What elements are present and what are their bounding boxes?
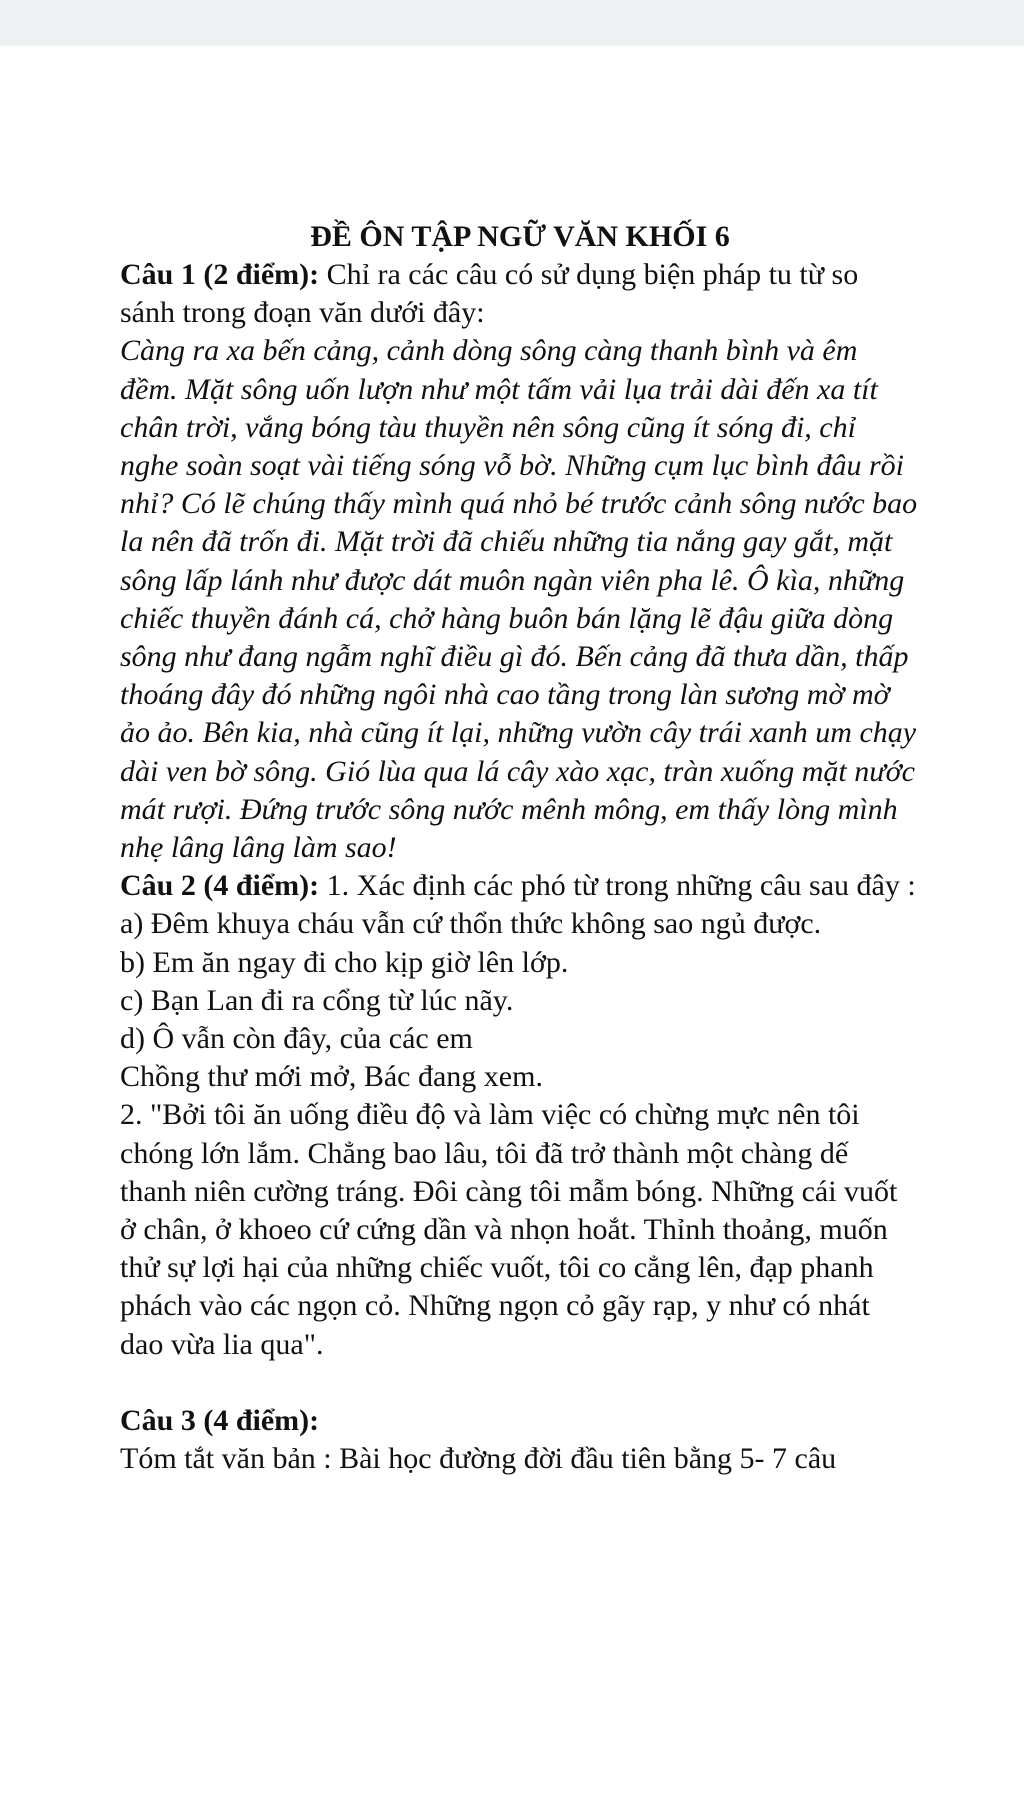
question-2 <box>120 867 920 905</box>
top-bar <box>0 0 1024 46</box>
question-2-item-d: d) Ô vẫn còn đây, của các em <box>120 1022 473 1056</box>
question-2-item-a: a) Đêm khuya cháu vẫn cứ thổn thức không sao ngủ được. <box>120 907 822 941</box>
question-1-passage: Càng ra xa bến cảng, cảnh dòng sông càng thanh bình và êm đềm. Mặt sông uốn lượn như một tấm vải lụa trải dài đến xa tít chân trời, vắng bóng tàu thuyền nên sông cũng ít sóng đi, chỉ nghe soàn soạt vài tiếng sóng vỗ bờ. Những cụm lục bình đâu rồi nhỉ? Có lẽ chúng thấy mình quá nhỏ bé trước cảnh sông nước bao la nên đã trốn đi. Mặt trời đã chiếu những tia nắng gay gắt, mặt sông lấp lánh như được dát muôn ngàn viên pha lê. Ô kìa, những chiếc thuyền đánh cá, chở hàng buôn bán lặng lẽ đậu giữa dòng sông như đang ngẫm nghĩ điều gì đó. Bến cảng đã thưa dần, thấp thoáng đây đó những ngôi nhà cao tầng trong làn sương mờ mờ ảo ảo. Bên kia, nhà cũng ít lại, những vườn cây trái xanh um chạy dài ven bờ sông. Gió lùa qua lá cây xào xạc, tràn xuống mặt nước mát rượi. Đứng trước sông nước mênh mông, em thấy lòng mình nhẹ lâng lâng làm sao! <box>120 334 918 865</box>
document-title: ĐỀ ÔN TẬP NGỮ VĂN KHỐI 6 <box>310 220 730 253</box>
question-1 <box>120 256 920 332</box>
question-2-heading: Câu 2 (4 điểm): <box>120 869 320 903</box>
question-3-heading: Câu 3 (4 điểm): <box>120 1403 320 1437</box>
question-2-item-d-line2: Chồng thư mới mở, Bác đang xem. <box>120 1060 543 1094</box>
question-2-item-c: c) Bạn Lan đi ra cổng từ lúc nãy. <box>120 983 514 1017</box>
question-2-prompt: 1. Xác định các phó từ trong những câu sau đây : <box>319 869 916 903</box>
question-2-part-2: 2. "Bởi tôi ăn uống điều độ và làm việc có chừng mực nên tôi chóng lớn lắm. Chẳng bao lâu, tôi đã trở thành một chàng dế thanh niên cường tráng. Đôi càng tôi mẫm bóng. Những cái vuốt ở chân, ở khoeo cứ cứng dần và nhọn hoắt. Thỉnh thoảng, muốn thử sự lợi hại của những chiếc vuốt, tôi co cẳng lên, đạp phanh phách vào các ngọn cỏ. Những ngọn cỏ gãy rạp, y như có nhát dao vừa lia qua". <box>120 1098 898 1361</box>
document-page <box>120 218 920 1478</box>
question-1-prompt: Chỉ ra các câu có sử dụng biện pháp tu từ so sánh trong đoạn văn dưới đây: <box>120 258 859 330</box>
question-2-item-b: b) Em ăn ngay đi cho kịp giờ lên lớp. <box>120 945 569 979</box>
spacer <box>120 1364 920 1402</box>
question-1-heading: Câu 1 (2 điểm): <box>120 258 320 291</box>
question-3-prompt: Tóm tắt văn bản : Bài học đường đời đầu tiên bằng 5- 7 câu <box>120 1442 837 1476</box>
